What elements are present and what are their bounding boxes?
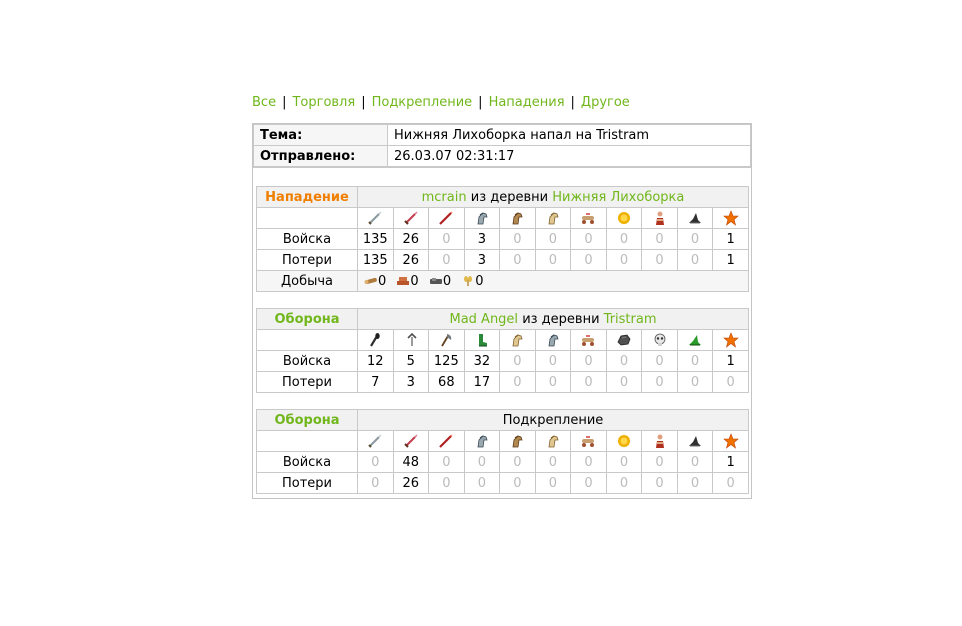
filter-reinforcement-link[interactable]: Подкрепление (371, 95, 473, 110)
subject-label: Тема: (254, 125, 388, 146)
loss-count: 0 (535, 250, 571, 271)
grey-horse-icon (545, 332, 561, 348)
loss-count: 3 (464, 250, 500, 271)
defender-losses-row (257, 372, 749, 393)
cream-horse-icon (545, 433, 561, 449)
loss-count: 17 (464, 372, 500, 393)
troop-count: 125 (429, 351, 465, 372)
loss-count: 0 (429, 473, 465, 494)
red-sword-icon (403, 433, 419, 449)
brown-horse-icon (509, 210, 525, 226)
troop-count: 0 (677, 452, 713, 473)
axe-icon (438, 332, 454, 348)
report-header (253, 124, 751, 167)
unit-icon-cell (393, 208, 429, 229)
loss-count: 0 (606, 250, 642, 271)
filter-attacks-link[interactable]: Нападения (488, 95, 565, 110)
unit-icon-cell (713, 431, 749, 452)
chief-person-icon (652, 433, 668, 449)
loss-count: 0 (677, 250, 713, 271)
loot-lumber (364, 274, 386, 289)
loss-count: 0 (500, 372, 536, 393)
troop-count: 0 (677, 229, 713, 250)
troop-count: 0 (429, 229, 465, 250)
reinforcement-table (256, 409, 749, 494)
catapult-sun-icon (616, 210, 632, 226)
spear-icon (403, 332, 419, 348)
unit-icon-cell (500, 208, 536, 229)
attacker-header-row (257, 187, 749, 208)
unit-icon-cell (358, 208, 394, 229)
battle-report (252, 123, 752, 499)
troop-count: 0 (535, 229, 571, 250)
troop-count: 3 (464, 229, 500, 250)
loss-count: 0 (677, 372, 713, 393)
red-blade-icon (438, 433, 454, 449)
battering-ram-icon (580, 332, 596, 348)
loss-count: 0 (713, 473, 749, 494)
loot-iron (429, 274, 451, 289)
unit-icon-cell (713, 208, 749, 229)
reinforcement-label: Оборона (257, 410, 358, 431)
unit-icon-cell (535, 208, 571, 229)
sent-label: Отправлено: (254, 146, 388, 167)
loot-values (358, 271, 749, 292)
troop-count: 0 (606, 452, 642, 473)
sent-row (254, 146, 751, 167)
troop-count: 0 (500, 452, 536, 473)
troop-count: 1 (713, 351, 749, 372)
unit-icon-cell (571, 431, 607, 452)
loss-count: 26 (393, 473, 429, 494)
loss-count: 0 (500, 473, 536, 494)
loss-count: 0 (642, 473, 678, 494)
loot-row (257, 271, 749, 292)
empty-cell (257, 330, 358, 351)
empty-cell (257, 431, 358, 452)
catapult-rock-icon (616, 332, 632, 348)
troop-count: 0 (571, 229, 607, 250)
chief-skull-icon (652, 332, 668, 348)
filter-all-link[interactable]: Все (252, 95, 277, 110)
attacker-table (256, 186, 749, 292)
troop-count: 0 (642, 351, 678, 372)
loot-clay (396, 274, 418, 289)
troops-label: Войска (257, 452, 358, 473)
unit-icon-cell (429, 330, 465, 351)
nav-separator: | (478, 95, 483, 110)
defender-title (358, 309, 749, 330)
loss-count: 0 (677, 473, 713, 494)
unit-icon-cell (464, 330, 500, 351)
losses-label: Потери (257, 250, 358, 271)
loot-crop (461, 274, 483, 289)
attacker-player-link[interactable]: mcrain (421, 189, 467, 205)
loss-count: 0 (358, 473, 394, 494)
loss-count: 0 (606, 473, 642, 494)
battering-ram-icon (580, 210, 596, 226)
troop-count: 0 (535, 351, 571, 372)
loot-clay-value: 0 (410, 273, 419, 289)
unit-icon-cell (606, 431, 642, 452)
troop-count: 0 (571, 452, 607, 473)
loss-count: 0 (642, 372, 678, 393)
loss-count: 0 (713, 372, 749, 393)
troop-count: 0 (429, 452, 465, 473)
red-sword-icon (403, 210, 419, 226)
attacker-label: Нападение (257, 187, 358, 208)
unit-icon-cell (677, 431, 713, 452)
defender-table (256, 308, 749, 393)
attacker-losses-row (257, 250, 749, 271)
club-icon (367, 332, 383, 348)
reinforcement-title: Подкрепление (358, 410, 749, 431)
troop-count: 0 (677, 351, 713, 372)
loss-count: 135 (358, 250, 394, 271)
unit-icon-cell (358, 330, 394, 351)
brown-horse-icon (509, 433, 525, 449)
cream-horse-icon (509, 332, 525, 348)
defender-village-link[interactable]: Tristram (603, 311, 657, 327)
settler-green-hat-icon (687, 332, 703, 348)
losses-label: Потери (257, 372, 358, 393)
crop-icon (461, 276, 475, 286)
troops-label: Войска (257, 351, 358, 372)
loss-count: 0 (571, 250, 607, 271)
troop-count: 0 (464, 452, 500, 473)
cream-horse-icon (545, 210, 561, 226)
unit-icon-cell (500, 330, 536, 351)
settler-hat-icon (687, 433, 703, 449)
subject-value: Нижняя Лихоборка напал на Tristram (388, 125, 751, 146)
unit-icon-cell (606, 330, 642, 351)
lumber-icon (364, 276, 378, 286)
loss-count: 26 (393, 250, 429, 271)
loss-count: 0 (606, 372, 642, 393)
attacker-unit-icons-row (257, 208, 749, 229)
attacker-troops-row (257, 229, 749, 250)
reinforcement-troops-row (257, 452, 749, 473)
unit-icon-cell (535, 431, 571, 452)
defender-label: Оборона (257, 309, 358, 330)
loss-count: 7 (358, 372, 394, 393)
unit-icon-cell (429, 208, 465, 229)
reinforcement-unit-icons-row (257, 431, 749, 452)
troop-count: 0 (535, 452, 571, 473)
nav-separator: | (570, 95, 575, 110)
defender-unit-icons-row (257, 330, 749, 351)
unit-icon-cell (571, 330, 607, 351)
iron-icon (429, 276, 443, 286)
settler-hat-icon (687, 210, 703, 226)
defender-from-text: из деревни (522, 311, 600, 327)
unit-icon-cell (571, 208, 607, 229)
hero-star-icon (723, 210, 739, 226)
clay-icon (396, 276, 410, 286)
loss-count: 1 (713, 250, 749, 271)
loss-count: 0 (571, 473, 607, 494)
report-filter-nav (252, 94, 630, 112)
troop-count: 0 (606, 229, 642, 250)
defender-header-row (257, 309, 749, 330)
unit-icon-cell (642, 431, 678, 452)
defender-player-link[interactable]: Mad Angel (449, 311, 519, 327)
unit-icon-cell (464, 431, 500, 452)
unit-icon-cell (393, 431, 429, 452)
loss-count: 3 (393, 372, 429, 393)
sent-value: 26.03.07 02:31:17 (388, 146, 751, 167)
troop-count: 0 (642, 229, 678, 250)
unit-icon-cell (677, 330, 713, 351)
loss-count: 0 (642, 250, 678, 271)
defender-troops-row (257, 351, 749, 372)
troop-count: 5 (393, 351, 429, 372)
unit-icon-cell (642, 208, 678, 229)
sword-icon (367, 210, 383, 226)
losses-label: Потери (257, 473, 358, 494)
troop-count: 26 (393, 229, 429, 250)
hero-star-icon (723, 332, 739, 348)
troop-count: 0 (642, 452, 678, 473)
nav-separator: | (282, 95, 287, 110)
boot-scout-icon (474, 332, 490, 348)
sword-icon (367, 433, 383, 449)
filter-trade-link[interactable]: Торговля (292, 95, 356, 110)
loss-count: 0 (535, 473, 571, 494)
loss-count: 0 (500, 250, 536, 271)
troop-count: 0 (606, 351, 642, 372)
battering-ram-icon (580, 433, 596, 449)
subject-row (254, 125, 751, 146)
empty-cell (257, 208, 358, 229)
loss-count: 0 (571, 372, 607, 393)
troops-label: Войска (257, 229, 358, 250)
catapult-sun-icon (616, 433, 632, 449)
grey-horse-icon (474, 210, 490, 226)
loss-count: 68 (429, 372, 465, 393)
unit-icon-cell (464, 208, 500, 229)
reinforcement-header-row (257, 410, 749, 431)
troop-count: 12 (358, 351, 394, 372)
chief-person-icon (652, 210, 668, 226)
attacker-title (358, 187, 749, 208)
attacker-village-link[interactable]: Нижняя Лихоборка (552, 189, 685, 205)
troop-count: 135 (358, 229, 394, 250)
unit-icon-cell (358, 431, 394, 452)
loot-iron-value: 0 (442, 273, 452, 289)
troop-count: 1 (713, 452, 749, 473)
troop-count: 0 (358, 452, 394, 473)
unit-icon-cell (500, 431, 536, 452)
troop-count: 0 (571, 351, 607, 372)
unit-icon-cell (677, 208, 713, 229)
header-divider (253, 167, 751, 168)
filter-other-link[interactable]: Другое (580, 95, 630, 110)
loss-count: 0 (429, 250, 465, 271)
loss-count: 0 (535, 372, 571, 393)
reinforcement-losses-row (257, 473, 749, 494)
troop-count: 48 (393, 452, 429, 473)
hero-star-icon (723, 433, 739, 449)
troop-count: 0 (500, 229, 536, 250)
troop-count: 1 (713, 229, 749, 250)
attacker-from-text: из деревни (470, 189, 549, 205)
unit-icon-cell (606, 208, 642, 229)
unit-icon-cell (535, 330, 571, 351)
loot-crop-value: 0 (475, 273, 484, 289)
troop-count: 0 (500, 351, 536, 372)
unit-icon-cell (429, 431, 465, 452)
loss-count: 0 (464, 473, 500, 494)
unit-icon-cell (393, 330, 429, 351)
red-blade-icon (438, 210, 454, 226)
grey-horse-icon (474, 433, 490, 449)
loot-lumber-value: 0 (378, 273, 387, 289)
troop-count: 32 (464, 351, 500, 372)
nav-separator: | (361, 95, 366, 110)
loot-label: Добыча (257, 271, 358, 292)
unit-icon-cell (713, 330, 749, 351)
unit-icon-cell (642, 330, 678, 351)
